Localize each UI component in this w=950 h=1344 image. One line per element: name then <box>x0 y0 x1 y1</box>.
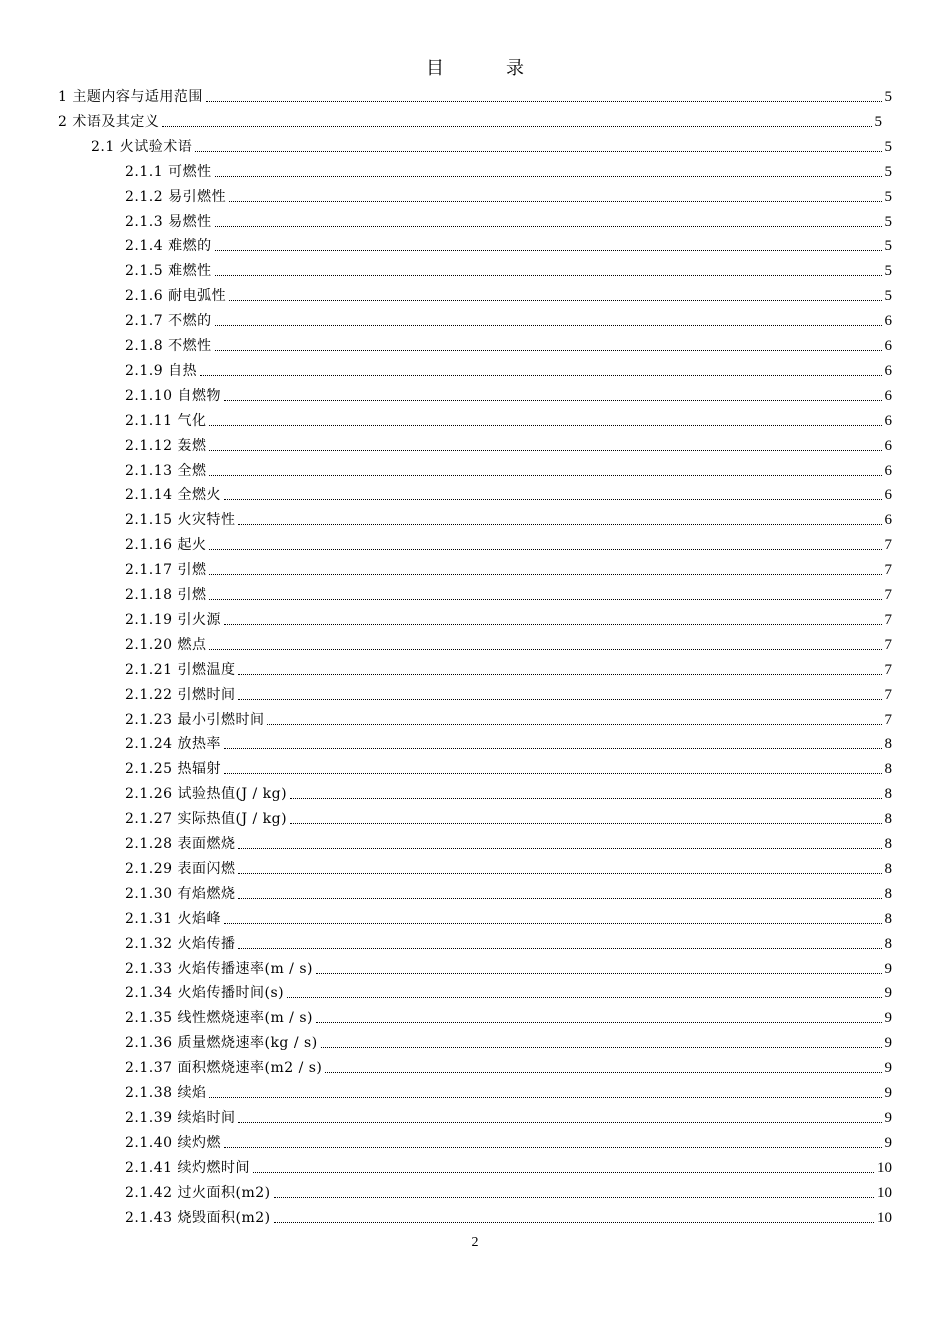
page-title: 目 录 <box>426 58 546 79</box>
toc-entry[interactable] <box>125 1155 892 1177</box>
toc-entry-page: 6 <box>884 487 892 504</box>
toc-entry[interactable] <box>125 756 892 778</box>
toc-leader-dots <box>224 772 882 774</box>
toc-leader-dots <box>253 1171 874 1173</box>
toc-leader-dots <box>229 200 881 202</box>
toc-entry-page: 10 <box>877 1184 892 1201</box>
toc-entry[interactable] <box>125 806 892 828</box>
toc-entry-page: 5 <box>884 163 892 180</box>
toc-entry-title: 2.1.34 火焰传播时间(s) <box>125 985 285 1002</box>
toc-entry-title: 2.1.31 火焰峰 <box>125 910 221 927</box>
toc-entry[interactable] <box>58 84 892 106</box>
toc-entry-title: 2 术语及其定义 <box>58 113 160 130</box>
toc-entry-title: 2.1.3 易燃性 <box>125 213 212 230</box>
toc-entry-title: 2.1.41 续灼燃时间 <box>125 1159 250 1176</box>
toc-entry[interactable] <box>125 433 892 455</box>
toc-leader-dots <box>224 623 882 625</box>
toc-entry-title: 2.1.13 全燃 <box>125 462 207 479</box>
toc-entry[interactable] <box>125 632 892 654</box>
toc-entry[interactable] <box>125 856 892 878</box>
toc-entry-title: 2.1.17 引燃 <box>125 562 207 579</box>
toc-leader-dots <box>325 1071 881 1073</box>
toc-entry-page: 8 <box>884 736 892 753</box>
toc-entry-page: 6 <box>884 512 892 529</box>
toc-leader-dots <box>224 498 882 500</box>
toc-entry-title: 2.1.15 火灾特性 <box>125 512 236 529</box>
toc-leader-dots <box>224 399 882 401</box>
toc-entry[interactable] <box>125 731 892 753</box>
toc-entry-title: 2.1.11 气化 <box>125 412 207 429</box>
toc-leader-dots <box>238 1121 881 1123</box>
toc-leader-dots <box>290 822 881 824</box>
toc-entry[interactable] <box>125 408 892 430</box>
toc-entry-title: 2.1.18 引燃 <box>125 587 207 603</box>
toc-entry-page: 7 <box>884 711 892 728</box>
toc-entry-page: 9 <box>884 985 892 1002</box>
toc-entry-page: 8 <box>884 910 892 927</box>
toc-entry-page: 8 <box>884 935 892 952</box>
toc-leader-dots <box>274 1221 874 1223</box>
toc-entry[interactable] <box>125 209 892 231</box>
toc-entry-page: 6 <box>884 462 892 479</box>
toc-leader-dots <box>215 249 882 251</box>
toc-entry-page: 9 <box>884 1134 892 1151</box>
toc-entry[interactable] <box>58 109 882 131</box>
page-number: 2 <box>471 1235 479 1250</box>
toc-entry[interactable] <box>125 383 892 405</box>
toc-leader-dots <box>209 573 881 575</box>
toc-entry-title: 2.1 火试验术语 <box>91 138 193 155</box>
toc-entry-title: 2.1.30 有焰燃烧 <box>125 885 236 902</box>
toc-entry-page: 7 <box>884 587 892 603</box>
toc-entry[interactable] <box>125 707 892 729</box>
toc-entry-page: 9 <box>884 1035 892 1052</box>
toc-entry[interactable] <box>125 682 892 704</box>
toc-entry-page: 6 <box>884 437 892 454</box>
toc-entry[interactable] <box>125 931 892 953</box>
toc-entry-title: 2.1.38 续焰 <box>125 1085 207 1101</box>
toc-entry[interactable] <box>125 956 892 978</box>
toc-entry[interactable] <box>125 557 892 579</box>
toc-entry-page: 5 <box>884 89 892 105</box>
toc-entry-page: 6 <box>884 338 892 354</box>
toc-entry-page: 9 <box>884 960 892 977</box>
toc-entry-page: 5 <box>884 213 892 230</box>
toc-entry-title: 2.1.35 线性燃烧速率(m / s) <box>125 1010 313 1027</box>
toc-entry-title: 2.1.25 热辐射 <box>125 761 221 778</box>
toc-entry-page: 5 <box>874 113 882 130</box>
toc-entry-page: 7 <box>884 686 892 703</box>
toc-entry-title: 2.1.21 引燃温度 <box>125 661 236 678</box>
toc-entry-title: 2.1.7 不燃的 <box>125 313 212 330</box>
toc-entry-title: 2.1.36 质量燃烧速率(kg / s) <box>125 1035 318 1052</box>
toc-entry-title: 2.1.5 难燃性 <box>125 263 212 280</box>
toc-entry[interactable] <box>125 1205 892 1227</box>
toc-entry-title: 2.1.20 燃点 <box>125 636 207 653</box>
toc-leader-dots <box>215 175 882 177</box>
toc-entry-title: 2.1.42 过火面积(m2) <box>125 1184 271 1201</box>
toc-entry[interactable] <box>125 582 892 604</box>
toc-entry-title: 2.1.39 续焰时间 <box>125 1109 236 1126</box>
toc-entry-page: 9 <box>884 1085 892 1101</box>
toc-entry[interactable] <box>91 134 892 156</box>
toc-leader-dots <box>209 648 881 650</box>
toc-entry-title: 2.1.12 轰燃 <box>125 437 207 454</box>
toc-leader-dots <box>209 424 881 426</box>
toc-entry-title: 2.1.4 难燃的 <box>125 238 212 255</box>
toc-leader-dots <box>209 548 881 550</box>
toc-leader-dots <box>162 125 871 127</box>
toc-entry-page: 8 <box>884 885 892 902</box>
toc-leader-dots <box>238 947 881 949</box>
toc-leader-dots <box>209 1096 881 1098</box>
toc-entry-page: 5 <box>884 138 892 155</box>
toc-entry-title: 2.1.28 表面燃烧 <box>125 836 236 852</box>
toc-leader-dots <box>274 1196 874 1198</box>
toc-entry-title: 2.1.14 全燃火 <box>125 487 221 504</box>
toc-entry[interactable] <box>125 906 892 928</box>
toc-entry-title: 2.1.24 放热率 <box>125 736 221 753</box>
toc-entry[interactable] <box>125 831 892 853</box>
toc-entry-title: 2.1.40 续灼燃 <box>125 1134 221 1151</box>
toc-entry-page: 5 <box>884 263 892 280</box>
toc-leader-dots <box>229 299 881 301</box>
toc-leader-dots <box>238 673 881 675</box>
toc-leader-dots <box>224 922 882 924</box>
toc-entry[interactable] <box>125 1055 892 1077</box>
toc-entry-page: 5 <box>884 238 892 255</box>
toc-entry[interactable] <box>125 358 892 380</box>
toc-leader-dots <box>209 474 881 476</box>
toc-entry[interactable] <box>125 881 892 903</box>
toc-entry[interactable] <box>125 458 892 480</box>
toc-leader-dots <box>238 698 881 700</box>
toc-entry[interactable] <box>125 1030 892 1052</box>
toc-entry-page: 9 <box>884 1060 892 1077</box>
toc-entry-page: 8 <box>884 761 892 778</box>
toc-entry[interactable] <box>125 1105 892 1127</box>
toc-leader-dots <box>215 324 882 326</box>
toc-entry-page: 10 <box>877 1209 892 1226</box>
toc-entry-page: 7 <box>884 562 892 579</box>
toc-entry-page: 5 <box>884 188 892 205</box>
toc-entry-title: 2.1.16 起火 <box>125 537 207 554</box>
toc-leader-dots <box>238 847 881 849</box>
toc-entry[interactable] <box>125 1130 892 1152</box>
toc-entry[interactable] <box>125 233 892 255</box>
toc-entry[interactable] <box>125 333 892 355</box>
toc-entry-page: 6 <box>884 387 892 404</box>
toc-entry-page: 6 <box>884 362 892 379</box>
toc-entry-page: 8 <box>884 836 892 852</box>
toc-entry-title: 2.1.9 自热 <box>125 362 198 379</box>
toc-entry-title: 2.1.23 最小引燃时间 <box>125 711 265 728</box>
toc-entry-page: 7 <box>884 611 892 628</box>
toc-entry-title: 2.1.27 实际热值(J / kg) <box>125 811 288 828</box>
toc-entry-title: 2.1.26 试验热值(J / kg) <box>125 786 288 803</box>
toc-entry-title: 2.1.2 易引燃性 <box>125 188 227 205</box>
toc-leader-dots <box>238 523 881 525</box>
toc-entry-title: 2.1.32 火焰传播 <box>125 935 236 952</box>
toc-leader-dots <box>287 996 881 998</box>
toc-leader-dots <box>238 897 881 899</box>
toc-entry-title: 2.1.22 引燃时间 <box>125 686 236 703</box>
toc-entry-page: 7 <box>884 537 892 554</box>
toc-entry[interactable] <box>125 607 892 629</box>
toc-entry-page: 6 <box>884 313 892 330</box>
toc-leader-dots <box>215 225 882 227</box>
toc-entry[interactable] <box>125 1180 892 1202</box>
toc-leader-dots <box>200 374 881 376</box>
toc-entry[interactable] <box>125 980 892 1002</box>
toc-entry[interactable] <box>125 184 892 206</box>
toc-leader-dots <box>290 797 881 799</box>
toc-entry-page: 8 <box>884 811 892 828</box>
toc-entry-title: 2.1.43 烧毁面积(m2) <box>125 1209 271 1226</box>
toc-entry[interactable] <box>125 532 892 554</box>
toc-leader-dots <box>224 747 882 749</box>
toc-entry[interactable] <box>125 657 892 679</box>
toc-entry-page: 7 <box>884 636 892 653</box>
toc-entry-title: 2.1.6 耐电弧性 <box>125 288 227 305</box>
toc-leader-dots <box>267 723 881 725</box>
toc-leader-dots <box>195 150 881 152</box>
toc-leader-dots <box>215 274 882 276</box>
toc-entry[interactable] <box>125 781 892 803</box>
toc-leader-dots <box>206 100 882 102</box>
toc-leader-dots <box>238 872 881 874</box>
toc-entry[interactable] <box>125 308 892 330</box>
toc-entry-page: 6 <box>884 412 892 429</box>
toc-entry-page: 9 <box>884 1109 892 1126</box>
toc-entry[interactable] <box>125 159 892 181</box>
toc-entry-title: 2.1.8 不燃性 <box>125 338 212 354</box>
toc-entry[interactable] <box>125 507 892 529</box>
toc-entry[interactable] <box>125 1005 892 1027</box>
toc-entry-page: 10 <box>877 1159 892 1176</box>
toc-entry-page: 7 <box>884 661 892 678</box>
toc-leader-dots <box>316 1021 882 1023</box>
toc-leader-dots <box>321 1046 882 1048</box>
toc-entry[interactable] <box>125 258 892 280</box>
toc-entry-title: 2.1.19 引火源 <box>125 611 221 628</box>
toc-entry-title: 2.1.33 火焰传播速率(m / s) <box>125 960 313 977</box>
toc-entry-title: 2.1.37 面积燃烧速率(m2 / s) <box>125 1060 323 1077</box>
toc-entry[interactable] <box>125 283 892 305</box>
toc-entry-page: 8 <box>884 786 892 803</box>
toc-entry-title: 1 主题内容与适用范围 <box>58 89 203 105</box>
toc-entry-page: 8 <box>884 860 892 877</box>
toc-entry-title: 2.1.10 自燃物 <box>125 387 221 404</box>
toc-leader-dots <box>224 1146 882 1148</box>
toc-leader-dots <box>209 598 881 600</box>
toc-entry-title: 2.1.1 可燃性 <box>125 163 212 180</box>
toc-entry-title: 2.1.29 表面闪燃 <box>125 860 236 877</box>
toc-entry-page: 9 <box>884 1010 892 1027</box>
toc-entry-page: 5 <box>884 288 892 305</box>
toc-leader-dots <box>209 449 881 451</box>
toc-leader-dots <box>316 972 882 974</box>
toc-entry[interactable] <box>125 482 892 504</box>
toc-leader-dots <box>215 349 882 351</box>
toc-entry[interactable] <box>125 1080 892 1102</box>
